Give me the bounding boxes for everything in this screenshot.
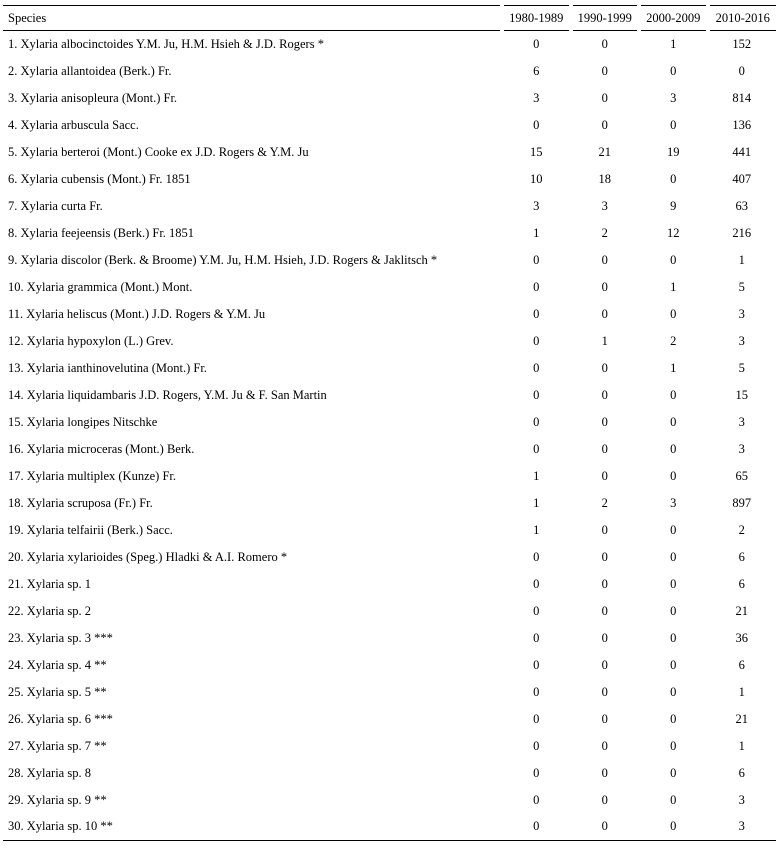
count-1990-1999-cell: 0 [601,792,608,807]
count-2000-2009-cell: 3 [670,495,677,510]
count-2000-2009-cell: 1 [670,36,677,51]
count-1980-1989-cell: 6 [533,63,540,78]
count-2000-2009-cell: 0 [670,522,677,537]
species-name-cell: 27. Xylaria sp. 7 ** [8,738,107,753]
count-2010-2016-cell: 1 [738,738,745,753]
species-name-cell: 13. Xylaria ianthinovelutina (Mont.) Fr. [8,360,207,375]
count-2000-2009-cell: 0 [670,441,677,456]
count-1990-1999-cell: 0 [601,522,608,537]
count-2010-2016-cell: 1 [738,252,745,267]
count-1990-1999-cell: 2 [601,495,608,510]
count-2010-2016-cell: 15 [735,387,748,402]
count-2010-2016-cell: 6 [738,657,745,672]
count-2010-2016-cell: 5 [738,279,745,294]
count-2000-2009-cell: 2 [670,333,677,348]
table-row [3,733,776,760]
count-2000-2009-cell: 0 [670,468,677,483]
species-name-cell: 23. Xylaria sp. 3 *** [8,630,113,645]
table-row [3,328,776,355]
count-2010-2016-cell: 21 [735,711,748,726]
count-2000-2009-cell: 0 [670,306,677,321]
count-1990-1999-cell: 0 [601,549,608,564]
header-row [3,6,776,31]
count-1980-1989-cell: 0 [533,441,540,456]
species-name-cell: 3. Xylaria anisopleura (Mont.) Fr. [8,90,178,105]
species-name-cell: 10. Xylaria grammica (Mont.) Mont. [8,279,193,294]
count-1980-1989-cell: 0 [533,792,540,807]
count-1990-1999-cell: 0 [601,387,608,402]
species-name-cell: 2. Xylaria allantoidea (Berk.) Fr. [8,63,172,78]
count-2010-2016-cell: 897 [732,495,752,510]
count-1990-1999-cell: 0 [601,252,608,267]
count-1980-1989-cell: 3 [533,198,540,213]
count-2000-2009-cell: 3 [670,90,677,105]
table-row [3,166,776,193]
table-body [3,31,776,841]
count-2000-2009-cell: 9 [670,198,677,213]
count-2010-2016-cell: 6 [738,576,745,591]
count-2010-2016-cell: 3 [738,792,745,807]
count-1980-1989-cell: 0 [533,117,540,132]
species-name-cell: 17. Xylaria multiplex (Kunze) Fr. [8,468,177,483]
table-row [3,706,776,733]
count-1990-1999-cell: 0 [601,63,608,78]
count-2000-2009-cell: 12 [667,225,680,240]
count-2000-2009-cell: 0 [670,252,677,267]
count-1990-1999-cell: 0 [601,36,608,51]
count-2010-2016-cell: 3 [738,333,745,348]
count-2010-2016-cell: 3 [708,814,777,841]
count-2000-2009-cell: 0 [670,414,677,429]
count-2010-2016-cell: 3 [738,441,745,456]
column-header-2000-2009: 2000-2009 [639,6,708,31]
count-2000-2009-cell: 0 [670,711,677,726]
table-row [3,679,776,706]
count-1980-1989-cell: 1 [533,225,540,240]
count-1980-1989-cell: 1 [533,495,540,510]
count-1980-1989-cell: 0 [533,576,540,591]
species-name-cell: 26. Xylaria sp. 6 *** [8,711,113,726]
count-1980-1989-cell: 0 [533,549,540,564]
count-2010-2016-cell: 6 [738,549,745,564]
count-2000-2009-cell: 0 [670,549,677,564]
count-1980-1989-cell: 3 [533,90,540,105]
table-row [3,814,776,841]
count-2010-2016-cell: 2 [738,522,745,537]
count-2010-2016-cell: 814 [732,90,752,105]
count-2000-2009-cell: 0 [639,814,708,841]
count-2010-2016-cell: 21 [735,603,748,618]
species-name-cell: 1. Xylaria albocinctoides Y.M. Ju, H.M. Hsieh & J.D. Rogers * [8,36,324,51]
table-row [3,31,776,58]
table-row [3,301,776,328]
table-row [3,112,776,139]
table-row [3,220,776,247]
column-header-2010-2016: 2010-2016 [708,6,777,31]
count-1990-1999-cell: 0 [601,603,608,618]
table-row [3,247,776,274]
count-1990-1999-cell: 0 [601,117,608,132]
species-name-cell: 9. Xylaria discolor (Berk. & Broome) Y.M. Ju, H.M. Hsieh, J.D. Rogers & Jaklitsch * [8,252,438,267]
species-records-table [3,5,776,841]
count-2010-2016-cell: 65 [735,468,748,483]
species-name-cell: 28. Xylaria sp. 8 [8,765,91,780]
count-1980-1989-cell: 0 [533,333,540,348]
table-row [3,517,776,544]
count-1990-1999-cell: 0 [601,657,608,672]
table-row [3,544,776,571]
table-row [3,760,776,787]
count-1980-1989-cell: 0 [533,684,540,699]
column-header-1990-1999: 1990-1999 [571,6,640,31]
species-name-cell: 5. Xylaria berteroi (Mont.) Cooke ex J.D. Rogers & Y.M. Ju [8,144,309,159]
species-name-cell: 21. Xylaria sp. 1 [8,576,91,591]
species-name-cell: 19. Xylaria telfairii (Berk.) Sacc. [8,522,173,537]
count-1980-1989-cell: 0 [533,414,540,429]
count-2010-2016-cell: 3 [738,306,745,321]
count-1980-1989-cell: 0 [533,738,540,753]
table-row [3,274,776,301]
count-2010-2016-cell: 5 [738,360,745,375]
count-1980-1989-cell: 0 [502,814,571,841]
count-1990-1999-cell: 0 [601,441,608,456]
count-2010-2016-cell: 441 [732,144,752,159]
species-name-cell: 18. Xylaria scruposa (Fr.) Fr. [8,495,153,510]
table-row [3,490,776,517]
count-2000-2009-cell: 0 [670,792,677,807]
count-1990-1999-cell: 3 [601,198,608,213]
species-name-cell: 29. Xylaria sp. 9 ** [8,792,107,807]
count-2000-2009-cell: 1 [670,279,677,294]
species-name-cell: 30. Xylaria sp. 10 ** [3,814,502,841]
species-name-cell: 22. Xylaria sp. 2 [8,603,91,618]
species-name-cell: 7. Xylaria curta Fr. [8,198,103,213]
species-name-cell: 16. Xylaria microceras (Mont.) Berk. [8,441,195,456]
count-1990-1999-cell: 1 [601,333,608,348]
table-row [3,382,776,409]
count-2010-2016-cell: 152 [732,36,752,51]
count-2010-2016-cell: 136 [732,117,752,132]
species-name-cell: 11. Xylaria heliscus (Mont.) J.D. Rogers & Y.M. Ju [8,306,266,321]
table-row [3,598,776,625]
count-2010-2016-cell: 36 [735,630,748,645]
count-2000-2009-cell: 0 [670,630,677,645]
count-1980-1989-cell: 10 [530,171,543,186]
count-2000-2009-cell: 0 [670,171,677,186]
count-1990-1999-cell: 0 [601,630,608,645]
count-2000-2009-cell: 19 [667,144,680,159]
species-name-cell: 24. Xylaria sp. 4 ** [8,657,107,672]
count-1990-1999-cell: 0 [601,90,608,105]
count-2000-2009-cell: 0 [670,387,677,402]
count-1990-1999-cell: 0 [601,279,608,294]
count-1980-1989-cell: 0 [533,360,540,375]
count-2000-2009-cell: 0 [670,738,677,753]
table-row [3,463,776,490]
count-1990-1999-cell: 0 [601,765,608,780]
count-2000-2009-cell: 0 [670,117,677,132]
table-row [3,139,776,166]
count-2000-2009-cell: 0 [670,765,677,780]
count-1980-1989-cell: 0 [533,630,540,645]
count-1980-1989-cell: 0 [533,36,540,51]
table-row [3,652,776,679]
count-2000-2009-cell: 0 [670,576,677,591]
count-1990-1999-cell: 0 [601,414,608,429]
table-row [3,625,776,652]
count-1980-1989-cell: 0 [533,657,540,672]
species-name-cell: 12. Xylaria hypoxylon (L.) Grev. [8,333,174,348]
count-2010-2016-cell: 1 [738,684,745,699]
count-1980-1989-cell: 0 [533,306,540,321]
count-1990-1999-cell: 0 [601,684,608,699]
count-2010-2016-cell: 63 [735,198,748,213]
count-1980-1989-cell: 0 [533,387,540,402]
count-1990-1999-cell: 0 [601,738,608,753]
table-row [3,787,776,814]
count-1990-1999-cell: 0 [601,468,608,483]
species-name-cell: 4. Xylaria arbuscula Sacc. [8,117,139,132]
count-1990-1999-cell: 0 [601,360,608,375]
column-header-species: Species [3,6,502,31]
count-2010-2016-cell: 0 [738,63,745,78]
count-2010-2016-cell: 3 [738,414,745,429]
count-1980-1989-cell: 1 [533,468,540,483]
count-1990-1999-cell: 0 [571,814,640,841]
count-1990-1999-cell: 2 [601,225,608,240]
column-header-1980-1989: 1980-1989 [502,6,571,31]
count-1980-1989-cell: 0 [533,765,540,780]
count-1980-1989-cell: 0 [533,603,540,618]
count-2000-2009-cell: 0 [670,63,677,78]
species-name-cell: 6. Xylaria cubensis (Mont.) Fr. 1851 [8,171,191,186]
count-2000-2009-cell: 0 [670,684,677,699]
species-name-cell: 25. Xylaria sp. 5 ** [8,684,107,699]
count-1990-1999-cell: 0 [601,711,608,726]
count-1980-1989-cell: 0 [533,252,540,267]
count-1990-1999-cell: 18 [598,171,611,186]
count-1990-1999-cell: 0 [601,306,608,321]
table-row [3,436,776,463]
table-row [3,571,776,598]
count-1980-1989-cell: 1 [533,522,540,537]
table-row [3,58,776,85]
species-name-cell: 15. Xylaria longipes Nitschke [8,414,158,429]
species-name-cell: 20. Xylaria xylarioides (Speg.) Hladki & A.I. Romero * [8,549,288,564]
count-2000-2009-cell: 0 [670,657,677,672]
count-2010-2016-cell: 6 [738,765,745,780]
table-row [3,355,776,382]
count-2000-2009-cell: 1 [670,360,677,375]
species-name-cell: 8. Xylaria feejeensis (Berk.) Fr. 1851 [8,225,195,240]
table-row [3,85,776,112]
count-1980-1989-cell: 0 [533,711,540,726]
count-2000-2009-cell: 0 [670,603,677,618]
count-2010-2016-cell: 407 [732,171,752,186]
species-name-cell: 14. Xylaria liquidambaris J.D. Rogers, Y.M. Ju & F. San Martin [8,387,327,402]
count-1990-1999-cell: 0 [601,576,608,591]
count-2010-2016-cell: 216 [732,225,752,240]
count-1980-1989-cell: 15 [530,144,543,159]
table-row [3,409,776,436]
count-1980-1989-cell: 0 [533,279,540,294]
table-row [3,193,776,220]
table-header [3,6,776,31]
count-1990-1999-cell: 21 [598,144,611,159]
